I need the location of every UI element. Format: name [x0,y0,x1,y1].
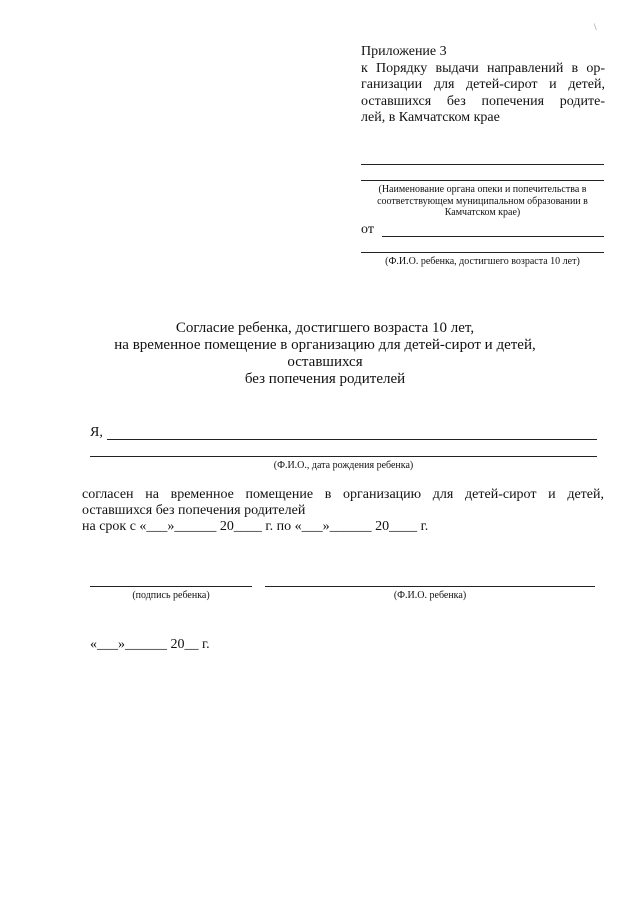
child-fio-line [265,586,595,587]
guardianship-body-caption: (Наименование органа опеки и попечительства в соответствующем муниципальном образовании в Камчатском крае) [377,184,588,218]
document-title [80,320,570,388]
from-caption: (Ф.И.О. ребенка, достигшего возраста 10 лет) [385,256,580,267]
title-line-3: без попечения родителей [244,371,406,387]
appendix-number: Приложение 3 [361,44,447,59]
appendix-line-2: к Порядку выдачи направлений в ор- [361,60,605,76]
guardianship-body-line-1 [361,164,604,165]
child-name-caption: (Ф.И.О., дата рождения ребенка) [273,460,414,471]
child-name-line-2 [90,456,597,457]
appendix-line-3: ганизации для детей-сирот и детей, [361,77,605,92]
date-line: «___»______ 20__ г. [90,637,210,652]
consent-line-2: оставшихся без попечения родителей [82,503,306,518]
appendix-line-4: оставшихся без попечения родите- [361,93,605,109]
from-name-line [382,236,604,237]
child-fio-caption: (Ф.И.О. ребенка) [393,590,467,601]
from-label: от [361,222,374,237]
signature-line [90,586,252,587]
i-label: Я, [90,425,103,440]
appendix-header [361,44,605,127]
title-line-1: Согласие ребенка, достигшего возраста 10 лет, [175,320,475,336]
scan-mark: \ [594,22,597,32]
consent-line-1: согласен на временное помещение в организацию для детей-сирот и детей, [82,487,604,502]
term-line: на срок с «___»______ 20____ г. по «___»______ 20____ г. [82,519,429,534]
appendix-line-5: лей, в Камчатском крае [361,110,500,125]
signature-caption: (подпись ребенка) [132,590,210,601]
from-name-line-2 [361,252,604,253]
guardianship-body-line-2 [361,180,604,181]
child-name-line [107,439,597,440]
title-line-2: на временное помещение в организацию для детей-сирот и детей, оставшихся [114,337,536,370]
